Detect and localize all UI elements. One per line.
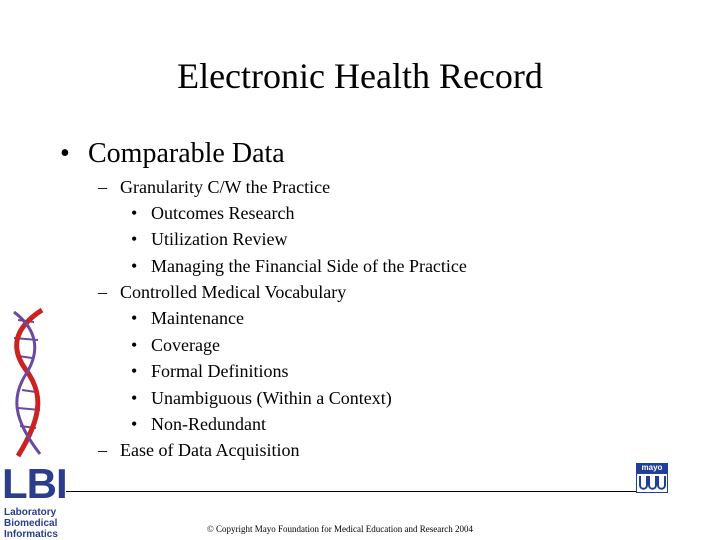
bullet-marker: •	[131, 388, 138, 408]
sub-bullet	[98, 439, 299, 461]
sub-sub-bullet	[131, 413, 266, 435]
lbi-logo-line: Biomedical	[4, 518, 58, 529]
bullet-marker: •	[131, 229, 138, 249]
dash-marker: –	[98, 282, 107, 302]
sub-bullet	[98, 176, 330, 198]
sub-sub-bullet	[131, 228, 287, 250]
copyright-text: © Copyright Mayo Foundation for Medical Education and Research 2004	[206, 524, 474, 534]
sub-bullet-text: Ease of Data Acquisition	[120, 440, 300, 460]
bullet-marker: •	[131, 203, 138, 223]
dash-marker: –	[98, 177, 107, 197]
lbi-logo-line: Laboratory	[4, 507, 57, 518]
bullet-marker: •	[131, 414, 138, 434]
sub-sub-bullet	[131, 360, 289, 382]
sub-sub-bullet-text: Utilization Review	[151, 229, 288, 249]
sub-sub-bullet	[131, 202, 294, 224]
sub-bullet-text: Controlled Medical Vocabulary	[120, 282, 347, 302]
sub-sub-bullet-text: Non-Redundant	[151, 414, 266, 434]
sub-sub-bullet	[131, 387, 392, 409]
bullet-marker: •	[131, 335, 138, 355]
sub-sub-bullet-text: Unambiguous (Within a Context)	[151, 388, 392, 408]
bullet-marker: •	[60, 138, 70, 169]
sub-sub-bullet-text: Outcomes Research	[151, 203, 295, 223]
sub-sub-bullet	[131, 334, 220, 356]
bullet-marker: •	[131, 361, 138, 381]
main-bullet-text: Comparable Data	[88, 138, 285, 169]
bullet-marker: •	[131, 256, 138, 276]
sub-sub-bullet-text: Formal Definitions	[151, 361, 289, 381]
footer-rule	[66, 491, 636, 492]
sub-bullet	[98, 281, 346, 303]
mayo-logo-text: mayo	[641, 463, 663, 472]
slide-title: Electronic Health Record	[177, 56, 543, 96]
lbi-logo-mark: LBI	[2, 460, 67, 507]
dna-helix-icon	[4, 308, 52, 458]
sub-bullet-text: Granularity C/W the Practice	[120, 177, 331, 197]
sub-sub-bullet	[131, 255, 467, 277]
main-bullet	[60, 137, 285, 171]
lbi-logo-line: Informatics	[4, 529, 58, 540]
sub-sub-bullet-text: Managing the Financial Side of the Practice	[151, 256, 467, 276]
dash-marker: –	[98, 440, 107, 460]
bullet-marker: •	[131, 308, 138, 328]
sub-sub-bullet	[131, 307, 244, 329]
sub-sub-bullet-text: Coverage	[151, 335, 220, 355]
sub-sub-bullet-text: Maintenance	[151, 308, 244, 328]
